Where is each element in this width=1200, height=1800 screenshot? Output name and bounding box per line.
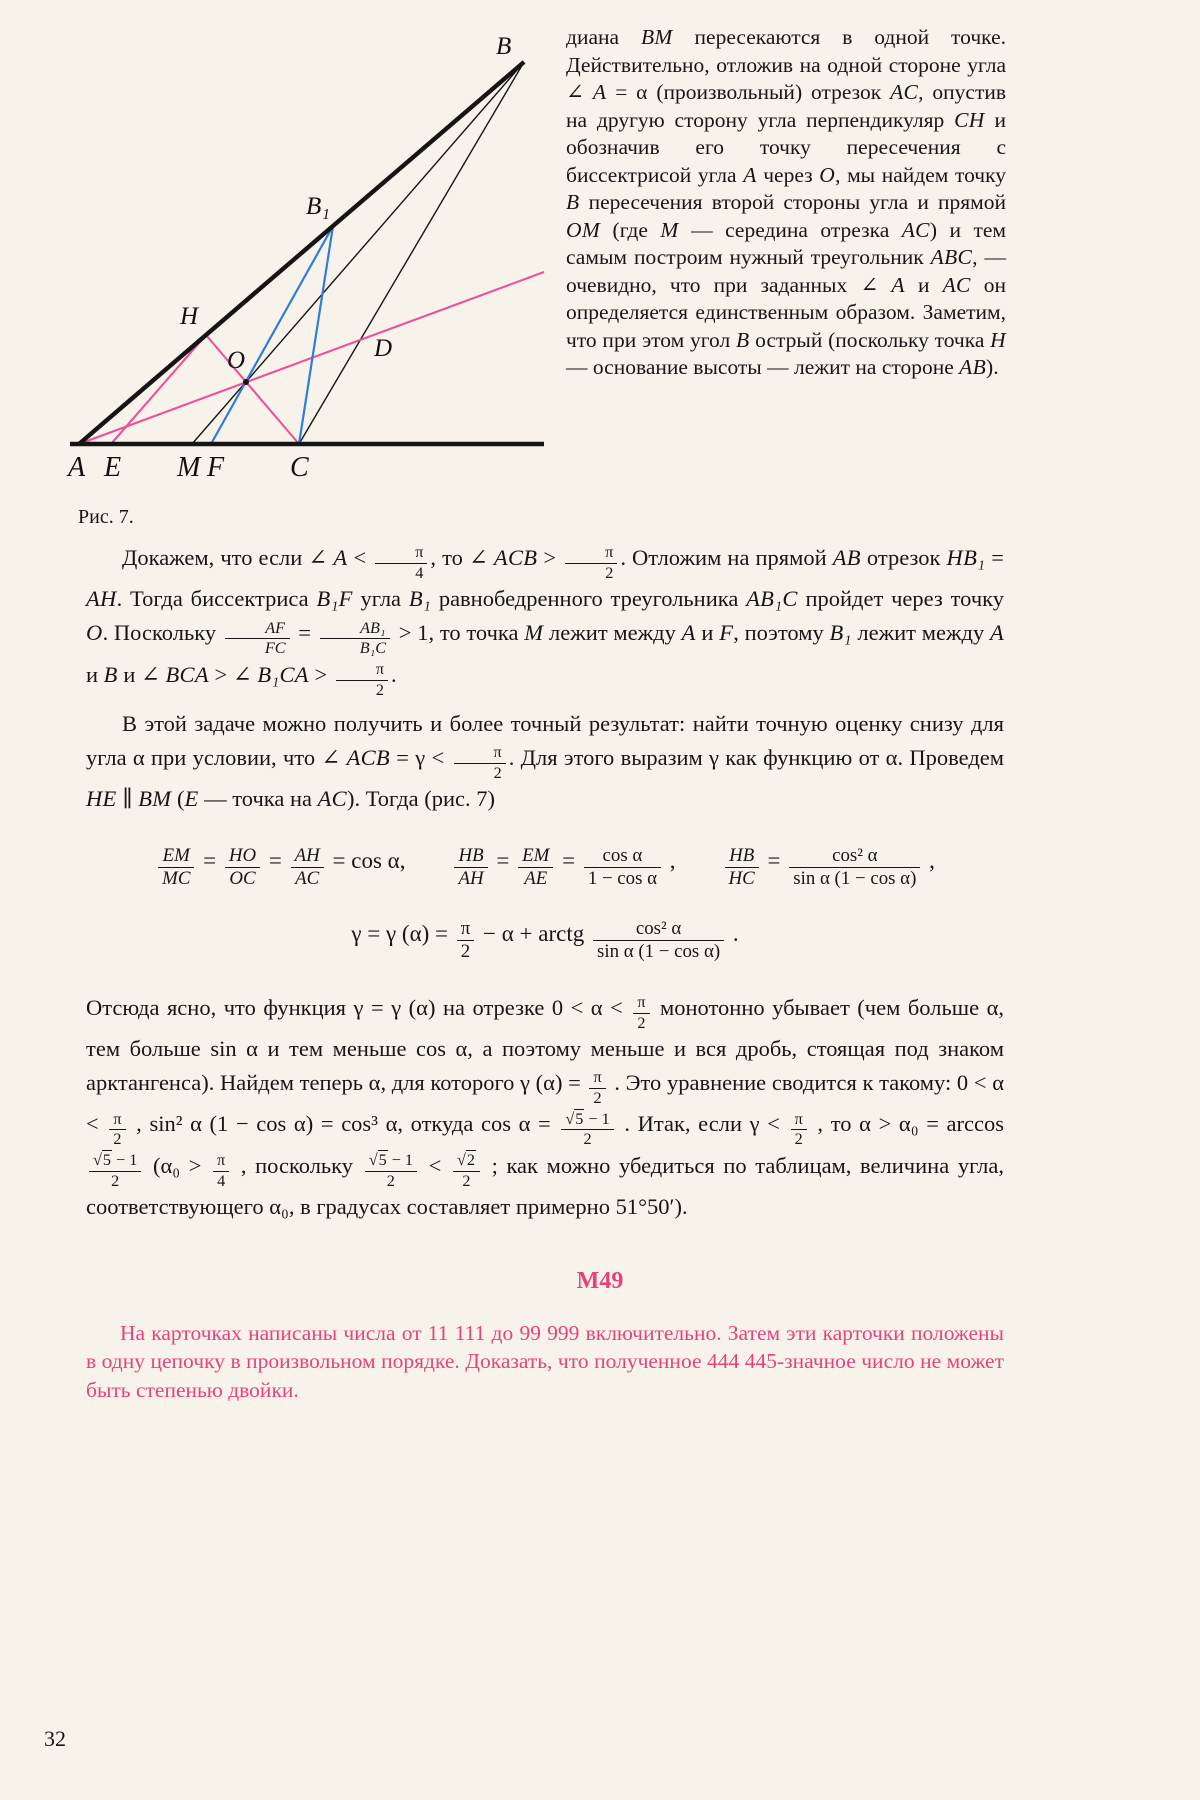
label-M: M bbox=[177, 452, 201, 483]
triangle-diagram bbox=[44, 24, 564, 494]
problem-heading-m49: М49 bbox=[576, 1268, 624, 1294]
label-F: F bbox=[207, 452, 225, 483]
label-A: A bbox=[68, 452, 86, 483]
top-section bbox=[0, 0, 1200, 529]
problem-m49-statement: На карточках написаны числа от 11 111 до 99 999 включительно. Затем эти карточки положены в одну цепочку в произвольном порядке. Доказать, что полученное 444 445-значное число не может быть степенью двойки. bbox=[86, 1321, 1004, 1402]
label-H: H bbox=[180, 303, 199, 330]
label-D: D bbox=[374, 335, 393, 362]
paragraph-conclusion: Отсюда ясно, что функция γ = γ (α) на отрезке 0 < α < $\frac{\pi}{2}$ монотонно убывает (чем больше α, тем больше sin α и тем меньше cos α, а поэтому меньше и вся дробь, стоящая под знаком арктангенса). Найдем теперь α, для которого γ (α) = $\frac{\pi}{2}$ . Это уравнение сводится к такому: 0 < α < $\frac{\pi}{2}$ , sin² α (1 − cos α) = cos³ α, откуда cos α = $\frac{√5 - 1}{2}$ . Итак, если γ < $\frac{\pi}{2}$ , то α > α₀ = arccos $\frac{√5 - 1}{2}$ (α₀ > $\frac{\pi}{4}$ , поскольку $\frac{√5 - 1}{2}$ < $\frac{√2}{2}$ ; как можно убедиться по таблицам, величина угла, соответствующего α₀, в градусах составляет примерно 51°50′). bbox=[86, 993, 1004, 1220]
paragraph-proof: Докажем, что если ∠ A < $\frac{\pi}{4}$ , то ∠ ACB > $\frac{\pi}{2}$ . Отложим на прямой AB отрезок HB₁ = AH. Тогда биссектриса B₁F угла B₁ равнобедренного треугольника AB₁C пройдет через точку O. Поскольку $\frac{AF}{FC}$ = $\frac{\text{AB₁}}{\text{B₁C}}$ > 1, то точка M лежит между A и F, поэтому B₁ лежит между A и B и ∠ BCA > ∠ B₁CA > $\frac{\pi}{2}$ . bbox=[86, 543, 1004, 699]
figure-caption: Рис. 7. bbox=[78, 506, 134, 528]
page-number: 32 bbox=[44, 1726, 66, 1751]
continuation-paragraph: диана BM пересекаются в одной точке. Действительно, отложив на одной стороне угла ∠ A = α (произвольный) отрезок AC, опустив на другую сторону угла перпендикуляр CH и обозначив его точку пересечения с биссектрисой угла A через O, мы найдем точку B пересечения второй стороны угла и прямой OM (где M — середина отрезка AC) и тем самым построим нужный треугольник ABC, — очевидно, что при заданных ∠ A и AC он определяется единственным образом. Заметим, что при этом угол B острый (поскольку точка H — основание высоты — лежит на стороне AB). bbox=[566, 25, 1007, 380]
figure bbox=[0, 24, 566, 529]
segment-BC bbox=[299, 62, 524, 444]
segment-HE bbox=[111, 335, 206, 444]
side-AB bbox=[79, 62, 524, 444]
main-text-block bbox=[86, 541, 1004, 1224]
point-O bbox=[243, 379, 249, 385]
formula-gamma: γ = γ (α) = $\frac{\pi}{2}$ − α + arctg $\frac{\text{cos² α}}{\text{sin α (1 − cos α)}}$ . bbox=[351, 918, 739, 963]
segment-B1C bbox=[299, 226, 333, 444]
paragraph-refine: В этой задаче можно получить и более точный результат: найти точную оценку снизу для угла α при условии, что ∠ ACB = γ < $\frac{\pi}{2}$ . Для этого выразим γ как функцию от α. Проведем HE ∥ BM (E — точка на AC). Тогда (рис. 7) bbox=[86, 711, 1004, 812]
label-B1: B₁ bbox=[306, 193, 330, 220]
label-B: B bbox=[496, 33, 512, 60]
label-E: E bbox=[104, 452, 122, 483]
formula-ratios: $\frac{EM}{MC}$ = $\frac{HO}{OC}$ = $\frac{AH}{AC}$ = cos α, $\frac{HB}{AH}$ = $\frac{EM}{AE}$ = $\frac{\text{cos α}}{\text{1 − cos α}}$ , $\frac{HB}{HC}$ = $\frac{\text{cos² α}}{\text{sin α (1 − cos α)}}$ , bbox=[86, 844, 1004, 889]
label-C: C bbox=[290, 452, 309, 483]
median-BM bbox=[192, 62, 524, 444]
label-O: O bbox=[227, 347, 246, 374]
